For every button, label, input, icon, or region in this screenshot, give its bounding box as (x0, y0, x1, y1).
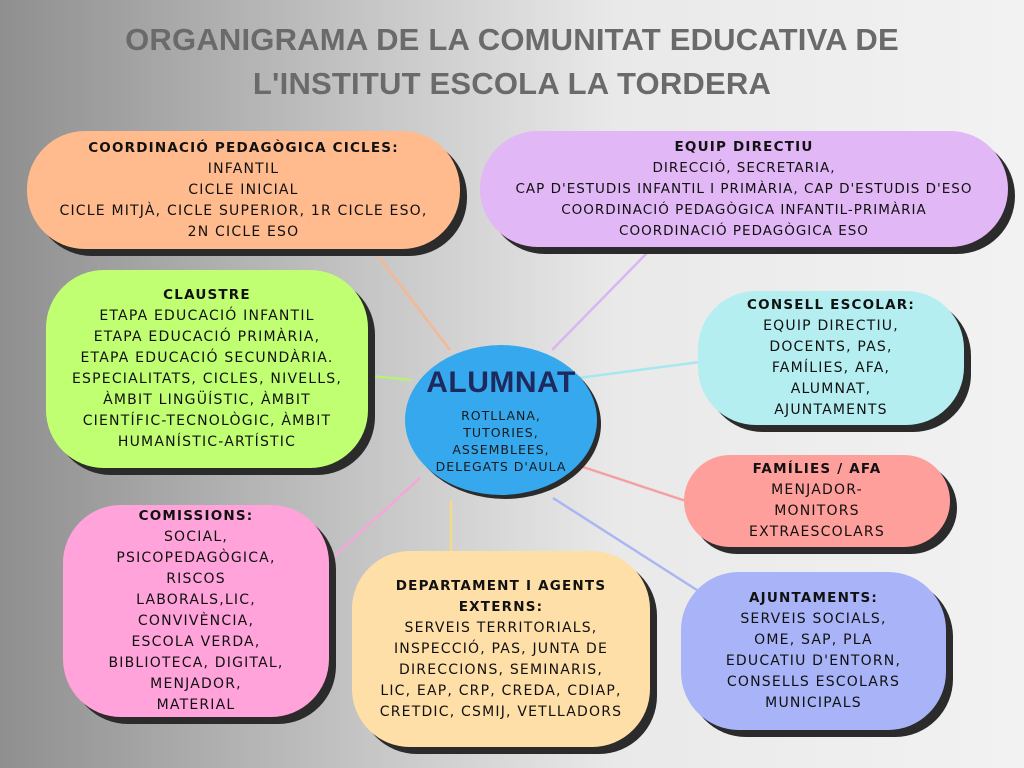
node-line: 2N CICLE ESO (187, 223, 300, 240)
title-line-2: L'INSTITUT ESCOLA LA TORDERA (252, 66, 772, 101)
title-line-1: ORGANIGRAMA DE LA COMUNITAT EDUCATIVA DE (125, 22, 899, 57)
connector-coordinacio (372, 248, 450, 350)
node-line: CONVIVÈNCIA, (137, 613, 255, 629)
node-line: COORDINACIÓ PEDAGÒGICA INFANTIL-PRIMÀRIA (561, 201, 927, 218)
node-line: CRETDIC, CSMIJ, VETLLADORS (379, 703, 623, 720)
node-line: ETAPA EDUCACIÓ SECUNDÀRIA. (80, 350, 334, 366)
node-line: OME, SAP, PLA (754, 632, 873, 648)
node-line: CAP D'ESTUDIS INFANTIL I PRIMÀRIA, CAP D'ESTUDIS D'ESO (515, 180, 973, 197)
node-line: ETAPA EDUCACIÓ INFANTIL (99, 308, 315, 324)
node-line: PSICOPEDAGÒGICA, (116, 550, 276, 566)
node-line: SOCIAL, (163, 529, 229, 545)
node-line: BIBLIOTECA, DIGITAL, (108, 655, 284, 671)
node-families-afa (684, 455, 950, 547)
node-line: ETAPA EDUCACIÓ PRIMÀRIA, (93, 329, 321, 345)
node-line: DOCENTS, PAS, (769, 339, 893, 355)
center-item: ROTLLANA, (461, 408, 541, 423)
node-line: COORDINACIÓ PEDAGÒGICA ESO (619, 222, 869, 239)
node-line: MONITORS (774, 503, 860, 519)
node-line: LIC, EAP, CRP, CREDA, CDIAP, (380, 682, 622, 699)
node-line: EXTRAESCOLARS (749, 524, 885, 540)
connector-comissions (328, 478, 420, 562)
center-item: TUTORIES, (463, 425, 539, 440)
node-line: LABORALS,LIC, (136, 592, 256, 608)
node-heading: CONSELL ESCOLAR: (747, 297, 915, 313)
node-line: SERVEIS SOCIALS, (740, 611, 887, 627)
center-item: DELEGATS D'AULA (435, 459, 567, 474)
node-coordinacio-pedagogica (27, 131, 460, 249)
node-heading: COMISSIONS: (138, 508, 254, 524)
center-label: ALUMNAT (426, 366, 576, 399)
node-line: MUNICIPALS (765, 695, 862, 711)
node-line: ESPECIALITATS, CICLES, NIVELLS, (72, 371, 342, 387)
node-heading: DEPARTAMENT I AGENTS (395, 577, 607, 594)
node-line: DIRECCIONS, SEMINARIS, (398, 661, 604, 678)
node-line: DIRECCIÓ, SECRETARIA, (652, 159, 836, 176)
node-line: ESCOLA VERDA, (131, 634, 261, 650)
center-items (405, 407, 597, 475)
connector-equip (552, 252, 648, 350)
node-heading: AJUNTAMENTS: (748, 590, 879, 606)
node-heading: COORDINACIÓ PEDAGÒGICA CICLES: (88, 139, 399, 156)
node-line: SERVEIS TERRITORIALS, (404, 619, 598, 636)
node-line: ÀMBIT LINGÜÍSTIC, ÀMBIT (103, 392, 311, 408)
center-item: ASSEMBLEES, (452, 442, 550, 457)
node-line: EQUIP DIRECTIU, (763, 318, 899, 334)
center-node-alumnat (405, 345, 597, 495)
node-departament-agents-externs (352, 551, 650, 747)
node-equip-directiu (480, 131, 1008, 247)
node-line: HUMANÍSTIC-ARTÍSTIC (117, 434, 297, 450)
node-comissions (63, 505, 329, 717)
node-heading: EQUIP DIRECTIU (674, 138, 814, 155)
node-heading: CLAUSTRE (163, 287, 251, 303)
node-line: RISCOS (166, 571, 226, 587)
node-line: INSPECCIÓ, PAS, JUNTA DE (393, 640, 609, 657)
node-line: ALUMNAT, (790, 381, 872, 397)
node-line: MATERIAL (156, 697, 236, 713)
node-claustre (46, 270, 368, 468)
node-heading: FAMÍLIES / AFA (752, 461, 882, 477)
node-line: MENJADOR- (771, 482, 863, 498)
node-line: FAMÍLIES, AFA, (771, 360, 891, 376)
node-line: EDUCATIU D'ENTORN, (725, 653, 902, 669)
node-consell-escolar (698, 291, 964, 425)
node-line: CICLE INICIAL (188, 181, 299, 198)
node-line: CONSELLS ESCOLARS (726, 674, 901, 690)
node-line: AJUNTAMENTS (774, 402, 888, 418)
node-ajuntaments (681, 572, 946, 730)
node-line: CICLE MITJÀ, CICLE SUPERIOR, 1R CICLE ESO, (59, 202, 428, 219)
node-line: MENJADOR, (150, 676, 242, 692)
node-heading-2: EXTERNS: (458, 598, 544, 615)
node-line: CIENTÍFIC-TECNOLÒGIC, ÀMBIT (82, 413, 332, 429)
node-line: INFANTIL (207, 160, 280, 177)
